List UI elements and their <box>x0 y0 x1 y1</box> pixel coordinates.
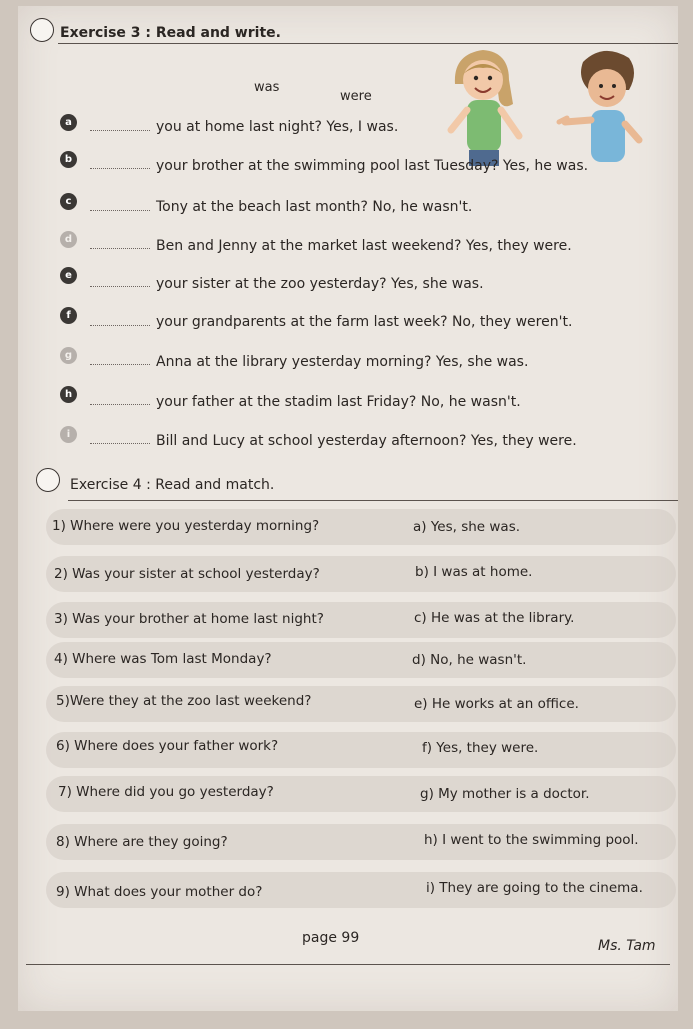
girl-icon <box>451 50 519 166</box>
badge-b: b <box>60 151 77 168</box>
word-option-was: was <box>254 80 280 95</box>
page-number: page 99 <box>302 930 360 946</box>
sentence-i: Bill and Lucy at school yesterday afternoon? Yes, they were. <box>156 433 577 449</box>
badge-d: d <box>60 231 77 248</box>
badge-g: g <box>60 347 77 364</box>
question-4: 4) Where was Tom last Monday? <box>54 651 272 667</box>
sentence-f: your grandparents at the farm last week? No, they weren't. <box>156 314 573 330</box>
question-5: 5)Were they at the zoo last weekend? <box>56 693 312 709</box>
blank-i[interactable] <box>90 431 150 444</box>
question-9: 9) What does your mother do? <box>56 884 263 900</box>
question-6: 6) Where does your father work? <box>56 738 279 754</box>
blank-a[interactable] <box>90 118 150 131</box>
question-8: 8) Where are they going? <box>56 834 228 850</box>
question-7: 7) Where did you go yesterday? <box>58 784 274 800</box>
answer-a: a) Yes, she was. <box>413 519 521 535</box>
blank-c[interactable] <box>90 198 150 211</box>
word-option-were: were <box>340 89 372 104</box>
badge-a: a <box>60 114 77 131</box>
answer-b: b) I was at home. <box>415 564 533 580</box>
blank-d[interactable] <box>90 236 150 249</box>
sentence-g: Anna at the library yesterday morning? Yes, she was. <box>156 354 529 370</box>
answer-i: i) They are going to the cinema. <box>426 880 643 896</box>
blank-f[interactable] <box>90 313 150 326</box>
badge-h: h <box>60 386 77 403</box>
answer-c: c) He was at the library. <box>414 610 575 626</box>
sentence-h: your father at the stadim last Friday? No, he wasn't. <box>156 394 521 410</box>
answer-f: f) Yes, they were. <box>422 740 539 756</box>
exercise-4-circle-icon <box>36 468 60 492</box>
question-1: 1) Where were you yesterday morning? <box>52 518 320 534</box>
sentence-e: your sister at the zoo yesterday? Yes, she was. <box>156 276 484 292</box>
exercise-4-title: Exercise 4 : Read and match. <box>70 477 275 493</box>
children-illustration <box>443 44 643 168</box>
exercise-3-circle-icon <box>30 18 54 42</box>
boy-icon <box>559 51 639 162</box>
author-name: Ms. Tam <box>598 938 656 954</box>
question-2: 2) Was your sister at school yesterday? <box>54 566 320 582</box>
sentence-a: you at home last night? Yes, I was. <box>156 119 399 135</box>
blank-h[interactable] <box>90 392 150 405</box>
question-3: 3) Was your brother at home last night? <box>54 611 324 627</box>
sentence-b: your brother at the swimming pool last Tuesday? Yes, he was. <box>156 158 589 174</box>
badge-f: f <box>60 307 77 324</box>
answer-e: e) He works at an office. <box>414 696 579 712</box>
sentence-c: Tony at the beach last month? No, he wasn't. <box>156 199 473 215</box>
answer-h: h) I went to the swimming pool. <box>424 832 639 848</box>
worksheet-page <box>18 6 678 1011</box>
blank-b[interactable] <box>90 156 150 169</box>
answer-g: g) My mother is a doctor. <box>420 786 590 802</box>
badge-e: e <box>60 267 77 284</box>
footer-divider <box>26 964 670 965</box>
badge-i: i <box>60 426 77 443</box>
sentence-d: Ben and Jenny at the market last weekend? Yes, they were. <box>156 238 572 254</box>
exercise-4-divider <box>68 500 678 501</box>
blank-e[interactable] <box>90 274 150 287</box>
badge-c: c <box>60 193 77 210</box>
answer-d: d) No, he wasn't. <box>412 652 527 668</box>
exercise-3-title: Exercise 3 : Read and write. <box>60 25 281 41</box>
blank-g[interactable] <box>90 352 150 365</box>
